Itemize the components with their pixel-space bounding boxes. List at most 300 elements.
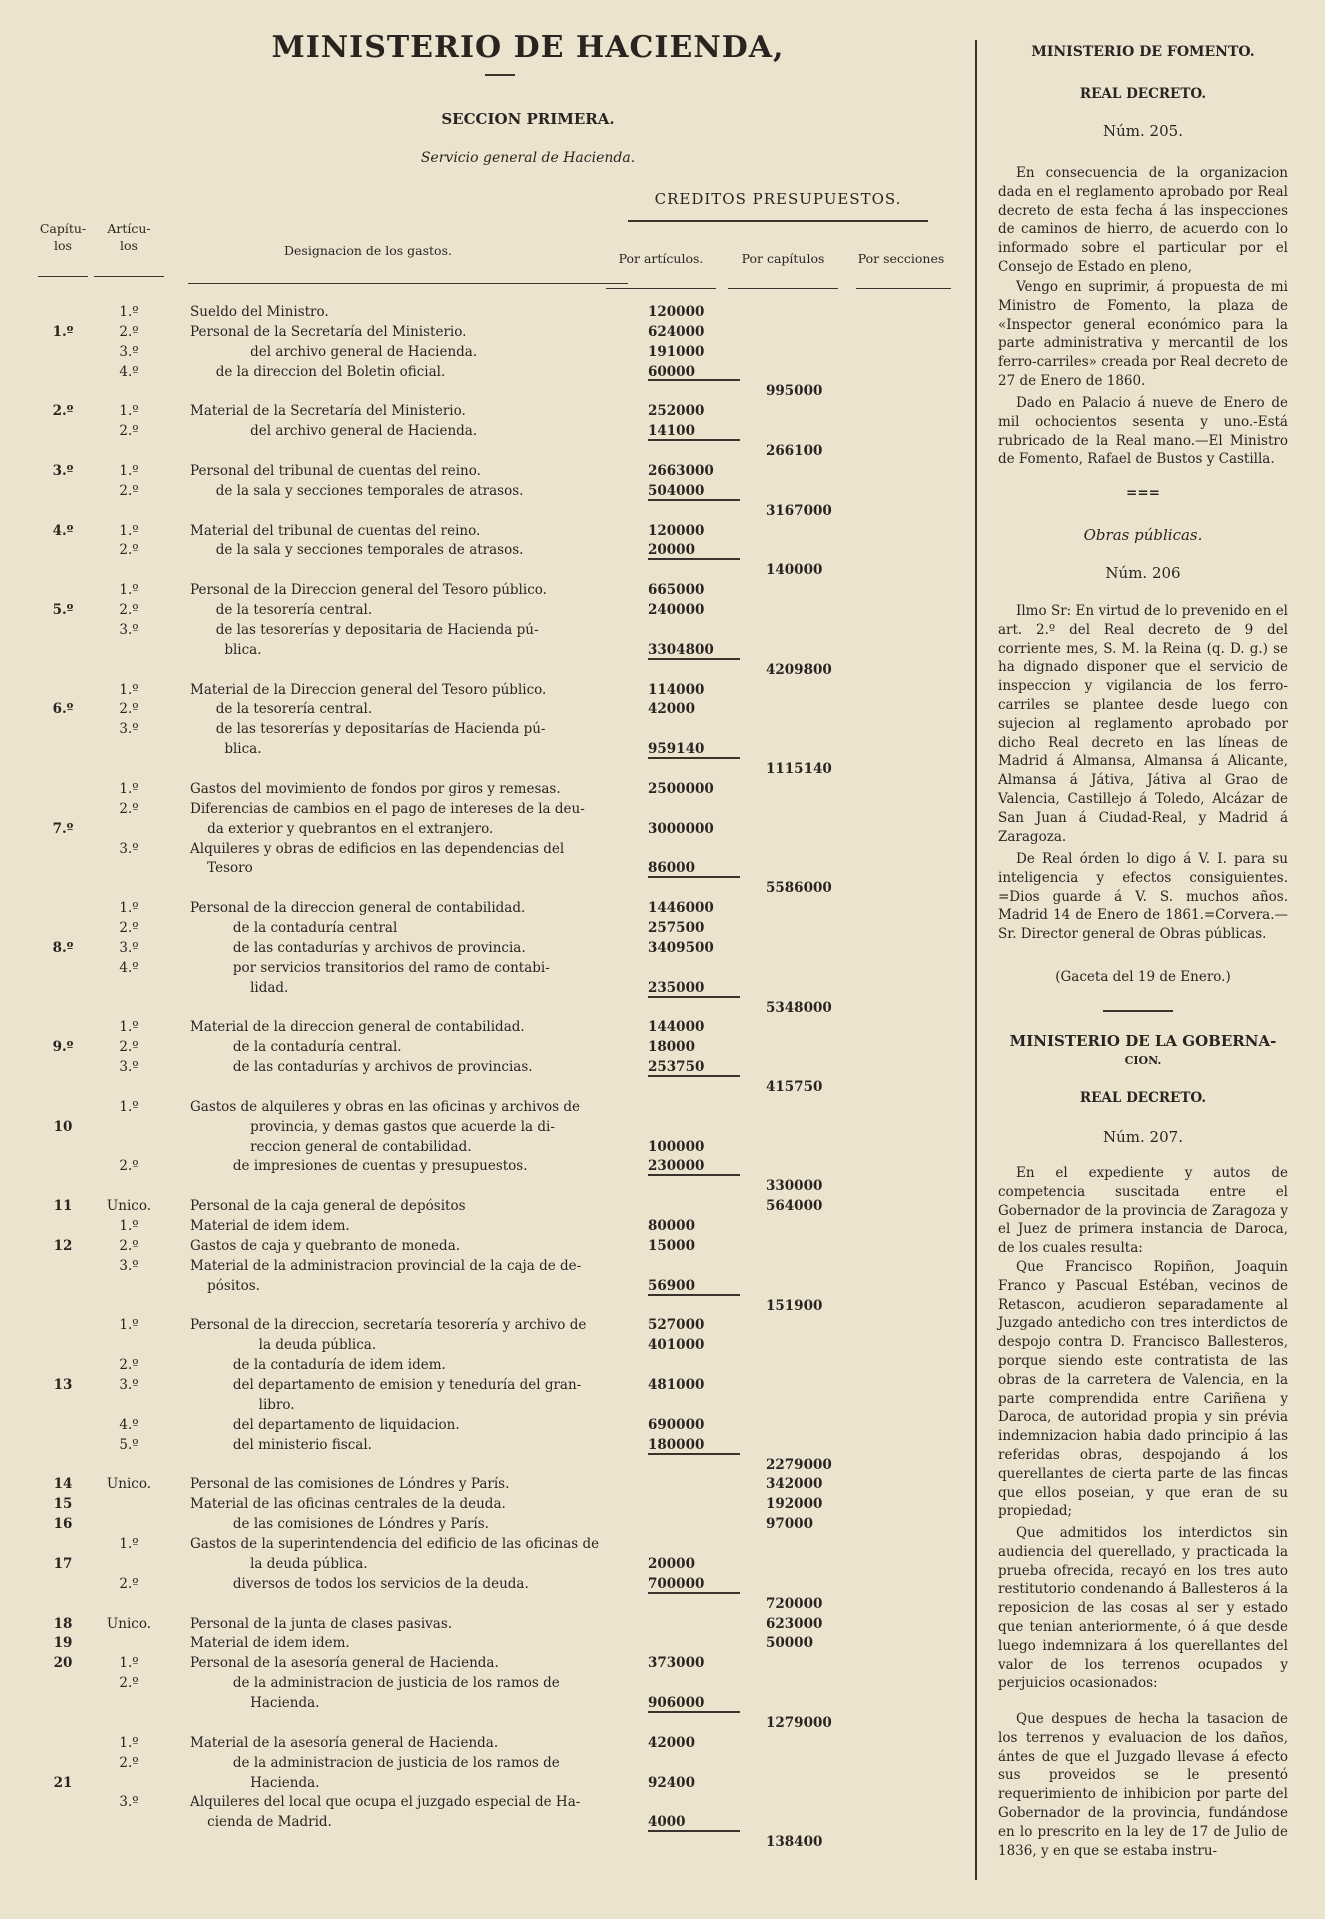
designacion-cell: de las tesorerías y depositaria de Hacienda pú- (190, 621, 539, 638)
designacion-cell: Material de la administracion provincial de la caja de de- (190, 1257, 582, 1274)
table-row (38, 1017, 958, 1037)
designacion-cell: Alquileres y obras de edificios en las dependencias del (190, 840, 565, 857)
por-capitulos-cell: 5586000 (766, 880, 832, 897)
por-articulos-cell: 18000 (648, 1039, 695, 1056)
table-row (38, 1156, 958, 1176)
capitulo-cell: 8.º (52, 939, 74, 956)
por-capitulos-cell: 3167000 (766, 502, 832, 519)
por-articulos-cell: 20000 (648, 542, 695, 559)
subtotal-rule (648, 499, 740, 501)
designacion-cell: Tesoro (190, 860, 253, 877)
articulo-cell: 2.º (119, 920, 139, 937)
capitulo-cell: 19 (53, 1635, 73, 1652)
designacion-cell: de la tesorería central. (190, 602, 373, 619)
por-articulos-cell: 240000 (648, 602, 705, 619)
ministry-title: MINISTERIO DE HACIENDA, (271, 30, 785, 65)
por-articulos-cell: 114000 (648, 681, 705, 698)
por-articulos-cell: 3000000 (648, 820, 714, 837)
designacion-cell: Hacienda. (190, 1774, 320, 1791)
por-capitulos-cell: 4209800 (766, 661, 832, 678)
por-capitulos-cell: 623000 (766, 1615, 823, 1632)
articulo-cell: 3.º (119, 343, 139, 360)
table-row (38, 839, 958, 859)
table-row (38, 918, 958, 938)
separator: === (1126, 485, 1160, 501)
header-por-secciones: Por secciones (857, 251, 945, 266)
table-row (38, 1395, 958, 1415)
articulo-cell: 1.º (119, 1019, 139, 1036)
por-articulos-cell: 401000 (648, 1337, 705, 1354)
header-rule (94, 276, 164, 277)
designacion-cell: de las contadurías y archivos de provincia. (190, 939, 526, 956)
por-articulos-cell: 120000 (648, 522, 705, 539)
table-row (38, 898, 958, 918)
table-row (38, 1574, 958, 1594)
designacion-cell: de la direccion del Boletin oficial. (190, 363, 446, 380)
por-capitulos-cell: 266100 (766, 443, 823, 460)
table-row (38, 401, 958, 421)
articulo-cell: 2.º (119, 482, 139, 499)
articulo-cell: 3.º (119, 840, 139, 857)
table-row (38, 501, 958, 521)
subtotal-rule (648, 1453, 740, 1455)
credits-rule (628, 220, 928, 222)
table-row (38, 858, 958, 878)
table-row (38, 1773, 958, 1793)
articulo-cell: 3.º (119, 1059, 139, 1076)
designacion-cell: Personal del tribunal de cuentas del reino. (190, 462, 481, 479)
header-articulos: Artícu- los (107, 221, 151, 253)
header-rule (856, 288, 951, 289)
obras-publicas-heading: Obras públicas. (1083, 526, 1203, 544)
title-rule (485, 74, 515, 76)
gaceta-citation: (Gaceta del 19 de Enero.) (1055, 969, 1231, 985)
por-articulos-cell: 191000 (648, 343, 705, 360)
por-articulos-cell: 906000 (648, 1695, 705, 1712)
table-row (38, 1117, 958, 1137)
table-row (38, 481, 958, 501)
table-row (38, 660, 958, 680)
designacion-cell: Material de idem idem. (190, 1635, 350, 1652)
por-articulos-cell: 92400 (648, 1774, 695, 1791)
por-articulos-cell: 504000 (648, 482, 705, 499)
table-row (38, 699, 958, 719)
designacion-cell: de impresiones de cuentas y presupuestos. (190, 1158, 528, 1175)
capitulo-cell: 4.º (52, 522, 74, 539)
designacion-cell: blica. (190, 641, 262, 658)
table-row (38, 1693, 958, 1713)
articulo-cell: 1.º (119, 900, 139, 917)
por-articulos-cell: 86000 (648, 860, 695, 877)
articulo-cell: 1.º (119, 582, 139, 599)
table-row (38, 1296, 958, 1316)
designacion-cell: Personal de la direccion, secretaría tesorería y archivo de (190, 1317, 587, 1334)
capitulo-cell: 3.º (52, 462, 74, 479)
real-decreto-heading: REAL DECRETO. (1079, 86, 1207, 102)
capitulo-cell: 12 (53, 1237, 73, 1254)
por-capitulos-cell: 720000 (766, 1595, 823, 1612)
table-row (38, 580, 958, 600)
subtotal-rule (648, 757, 740, 759)
articulo-cell: 1.º (119, 1734, 139, 1751)
subtotal-rule (648, 558, 740, 560)
table-row (38, 1474, 958, 1494)
decree-number: Núm. 207. (1103, 1128, 1183, 1146)
articulo-cell: 3.º (119, 1257, 139, 1274)
table-row (38, 1633, 958, 1653)
table-row (38, 1375, 958, 1395)
por-articulos-cell: 3304800 (648, 641, 714, 658)
gobernacion-heading-cont: CION. (1124, 1054, 1162, 1067)
table-row (38, 739, 958, 759)
capitulo-cell: 1.º (52, 323, 74, 340)
designacion-cell: Material de la Secretaría del Ministerio. (190, 403, 466, 420)
por-articulos-cell: 373000 (648, 1655, 705, 1672)
designacion-cell: Material de idem idem. (190, 1218, 350, 1235)
articulo-cell: 2.º (119, 1158, 139, 1175)
table-row (38, 1753, 958, 1773)
articulo-cell: 3.º (119, 1377, 139, 1394)
designacion-cell: de la tesorería central. (190, 701, 373, 718)
capitulo-cell: 11 (53, 1198, 73, 1215)
designacion-cell: Material de la Direccion general del Tesoro público. (190, 681, 547, 698)
designacion-cell: de la contaduría de idem idem. (190, 1357, 446, 1374)
articulo-cell: 2.º (119, 1039, 139, 1056)
table-row (38, 1534, 958, 1554)
table-row (38, 1037, 958, 1057)
table-row (38, 1614, 958, 1634)
table-row (38, 1494, 958, 1514)
capitulo-cell: 2.º (52, 403, 74, 420)
decree-paragraph: Que despues de hecha la tasacion de los terrenos y evaluacion de los daños, ántes de que el Juzgado llevase á efecto sus proveidos se le presentó requerimiento de inhibicion por parte del Gobernador de la provincia, fundándose en lo prescrito en la ley de 17 de Julio de 1836, y en que se estaba instru- (998, 1711, 1288, 1859)
table-row (38, 1514, 958, 1534)
por-articulos-cell: 100000 (648, 1138, 705, 1155)
articulo-cell: 2.º (119, 1754, 139, 1771)
header-rule (606, 288, 716, 289)
subtotal-rule (648, 1294, 740, 1296)
designacion-cell: de las tesorerías y depositarías de Hacienda pú- (190, 721, 546, 738)
por-capitulos-cell: 415750 (766, 1079, 823, 1095)
capitulo-cell: 17 (53, 1555, 73, 1572)
gobernacion-heading: MINISTERIO DE LA GOBERNA- (1009, 1032, 1277, 1050)
designacion-cell: de la contaduría central. (190, 1039, 402, 1056)
por-articulos-cell: 252000 (648, 403, 705, 420)
por-articulos-cell: 1446000 (648, 900, 714, 917)
por-articulos-cell: 253750 (648, 1059, 705, 1076)
por-articulos-cell: 120000 (648, 304, 705, 320)
por-articulos-cell: 959140 (648, 741, 705, 758)
articulo-cell: 3.º (119, 621, 139, 638)
por-capitulos-cell: 50000 (766, 1635, 813, 1652)
articulo-cell: 1.º (119, 681, 139, 698)
por-capitulos-cell: 151900 (766, 1297, 823, 1314)
por-articulos-cell: 60000 (648, 363, 695, 380)
decree-paragraph: Vengo en suprimir, á propuesta de mi Ministro de Fomento, la plaza de «Inspector general económico para la parte administrativa y mercantil de los ferro-carriles» creada por Real decreto de 27 de Enero de 1860. (998, 279, 1288, 389)
header-por-capitulos: Por capítulos (741, 251, 825, 266)
capitulo-cell: 14 (53, 1476, 73, 1493)
por-capitulos-cell: 1115140 (766, 761, 832, 778)
table-row (38, 978, 958, 998)
hacienda-section (38, 30, 958, 1910)
designacion-cell: lidad. (190, 979, 289, 996)
table-row (38, 1455, 958, 1475)
designacion-cell: Material de las oficinas centrales de la deuda. (190, 1496, 506, 1513)
table-row (38, 461, 958, 481)
articulo-cell: 4.º (119, 959, 139, 976)
articulo-cell: 2.º (119, 701, 139, 718)
designacion-cell: cienda de Madrid. (190, 1814, 332, 1831)
table-row (38, 600, 958, 620)
header-rule (38, 276, 88, 277)
table-row (38, 1673, 958, 1693)
designacion-cell: Diferencias de cambios en el pago de intereses de la deu- (190, 800, 585, 817)
designacion-cell: provincia, y demas gastos que acuerde la di- (190, 1118, 555, 1135)
designacion-cell: Gastos de la superintendencia del edificio de las oficinas de (190, 1536, 600, 1553)
por-capitulos-cell: 995000 (766, 383, 823, 400)
articulo-cell: 2.º (119, 423, 139, 440)
por-articulos-cell: 3409500 (648, 939, 714, 956)
designacion-cell: Personal de la asesoría general de Hacienda. (190, 1655, 499, 1672)
table-row (38, 1792, 958, 1812)
table-row (38, 1832, 958, 1852)
subtotal-rule (648, 1711, 740, 1713)
table-row (38, 1097, 958, 1117)
designacion-cell: de las contadurías y archivos de provincias. (190, 1059, 533, 1076)
designacion-cell: diversos de todos los servicios de la deuda. (190, 1575, 529, 1592)
table-row (38, 759, 958, 779)
capitulo-cell: 6.º (52, 701, 74, 718)
header-rule (188, 283, 628, 284)
designacion-cell: Personal de la junta de clases pasivas. (190, 1615, 453, 1632)
capitulo-cell: 21 (53, 1774, 73, 1791)
table-row (38, 1176, 958, 1196)
capitulo-cell: 9.º (52, 1039, 74, 1056)
designacion-cell: del archivo general de Hacienda. (190, 423, 478, 440)
decree-number: Núm. 205. (1103, 122, 1183, 140)
table-row (38, 1256, 958, 1276)
capitulo-cell: 10 (53, 1118, 73, 1135)
por-articulos-cell: 230000 (648, 1158, 705, 1175)
por-articulos-cell: 180000 (648, 1436, 705, 1453)
por-capitulos-cell: 192000 (766, 1496, 823, 1513)
table-row (38, 302, 958, 322)
por-capitulos-cell: 5348000 (766, 999, 832, 1016)
designacion-cell: Material de la direccion general de contabilidad. (190, 1019, 525, 1036)
table-row (38, 1137, 958, 1157)
subtotal-rule (648, 658, 740, 660)
por-capitulos-cell: 138400 (766, 1834, 823, 1851)
designacion-cell: Gastos del movimiento de fondos por giros y remesas. (190, 780, 561, 797)
designacion-cell: Gastos de caja y quebranto de moneda. (190, 1237, 461, 1254)
por-articulos-cell: 42000 (648, 1734, 695, 1751)
designacion-cell: de la contaduría central (190, 920, 398, 937)
table-row (38, 819, 958, 839)
table-row (38, 381, 958, 401)
header-rule (728, 288, 838, 289)
articulo-cell: 2.º (119, 1237, 139, 1254)
designacion-cell: Personal de la caja general de depósitos (190, 1198, 466, 1215)
por-articulos-cell: 80000 (648, 1218, 695, 1235)
designacion-cell: del ministerio fiscal. (190, 1436, 372, 1453)
articulo-cell: Unico. (106, 1476, 152, 1493)
table-row (38, 1733, 958, 1753)
table-row (38, 680, 958, 700)
articulo-cell: 5.º (119, 1436, 139, 1453)
por-articulos-cell: 144000 (648, 1019, 705, 1036)
credits-heading: CREDITOS PRESUPUESTOS. (654, 190, 902, 208)
designacion-cell: Personal de la direccion general de contabilidad. (190, 900, 526, 917)
subtotal-rule (648, 996, 740, 998)
articulo-cell: 1.º (119, 1655, 139, 1672)
articulo-cell: 4.º (119, 363, 139, 380)
header-por-articulos: Por artículos. (618, 251, 704, 266)
table-row (38, 1196, 958, 1216)
articulo-cell: 2.º (119, 602, 139, 619)
articulo-cell: 3.º (119, 1794, 139, 1811)
articulo-cell: 1.º (119, 304, 139, 320)
table-row (38, 1216, 958, 1236)
designacion-cell: Personal de la Secretaría del Ministerio. (190, 323, 467, 340)
fomento-gobernacion-column (998, 40, 1288, 1900)
capitulo-cell: 5.º (52, 602, 74, 619)
articulo-cell: 2.º (119, 323, 139, 340)
designacion-cell: de la sala y secciones temporales de atrasos. (190, 482, 524, 499)
por-articulos-cell: 42000 (648, 701, 695, 718)
table-row (38, 1057, 958, 1077)
designacion-cell: del archivo general de Hacienda. (190, 343, 478, 360)
subtotal-rule (648, 1075, 740, 1077)
table-row (38, 779, 958, 799)
decree-paragraph: Que admitidos los interdictos sin audiencia del querellado, y practicada la prueba ofrecida, recayó en los tres auto restitutorio condenando á Ballesteros á la reposicion de las cosas al ser y estado que tenian anteriormente, ó á que desde luego indemnizara á los querellantes del valor de los terrenos ocupados y perjuicios ocasionados: (998, 1525, 1288, 1692)
designacion-cell: Material del tribunal de cuentas del reino. (190, 522, 481, 539)
table-row (38, 362, 958, 382)
designacion-cell: del departamento de liquidacion. (190, 1416, 460, 1433)
table-row (38, 521, 958, 541)
decree-paragraph: Que Francisco Ropiñon, Joaquin Franco y Pascual Estéban, vecinos de Retascon, acudieron separadamente al Juzgado antedicho con tres interdictos de despojo contra D. Francisco Ballesteros, porque siendo este contratista de las obras de la carretera de Valencia, en la parte comprendida entre Cariñena y Daroca, de autoridad propia y sin prévia indemnizacion habia dado principio á las referidas obras, despojando á los querellantes de cierta parte de las fincas que ellos poseian, y que eran de su propiedad; (998, 1259, 1288, 1520)
designacion-cell: da exterior y quebrantos en el extranjero. (190, 820, 494, 837)
table-row (38, 322, 958, 342)
fomento-heading: MINISTERIO DE FOMENTO. (1031, 44, 1255, 60)
designacion-cell: libro. (190, 1396, 295, 1413)
designacion-cell: de la administracion de justicia de los ramos de (190, 1675, 560, 1692)
designacion-cell: blica. (190, 741, 262, 758)
por-articulos-cell: 481000 (648, 1377, 705, 1394)
table-row (38, 1713, 958, 1733)
table-row (38, 998, 958, 1018)
table-row (38, 1276, 958, 1296)
table-row (38, 878, 958, 898)
table-row (38, 1812, 958, 1832)
por-capitulos-cell: 564000 (766, 1198, 823, 1215)
decree-paragraph: En consecuencia de la organizacion dada en el reglamento aprobado por Real decreto de esta fecha á las inspecciones de caminos de hierro, de acuerdo con lo informado sobre el particular por el Consejo de Estado en pleno, (998, 165, 1288, 275)
designacion-cell: Personal de la Direccion general del Tesoro público. (190, 582, 547, 599)
designacion-cell: de la sala y secciones temporales de atrasos. (190, 542, 524, 559)
articulo-cell: 1.º (119, 1098, 139, 1115)
articulo-cell: 2.º (119, 1575, 139, 1592)
por-articulos-cell: 665000 (648, 582, 705, 599)
table-row (38, 1236, 958, 1256)
header-capitulos: Capítu- los (39, 221, 87, 253)
designacion-cell: del departamento de emision y teneduría del gran- (190, 1377, 582, 1394)
table-row (38, 620, 958, 640)
designacion-cell: Personal de las comisiones de Lóndres y París. (190, 1476, 510, 1493)
por-articulos-cell: 15000 (648, 1237, 695, 1254)
articulo-cell: 1.º (119, 462, 139, 479)
capitulo-cell: 7.º (52, 820, 74, 837)
subtotal-rule (648, 379, 740, 381)
service-heading: Servicio general de Hacienda. (420, 150, 636, 166)
subtotal-rule (648, 439, 740, 441)
subtotal-rule (648, 1174, 740, 1176)
capitulo-cell: 15 (53, 1496, 73, 1513)
articulo-cell: 1.º (119, 1536, 139, 1553)
order-paragraph: De Real órden lo digo á V. I. para su inteligencia y efectos consiguientes. =Dios guarde á V. S. muchos años. Madrid 14 de Enero de 1861.=Corvera.—Sr. Director general de Obras públicas. (998, 851, 1288, 943)
table-row (38, 938, 958, 958)
capitulo-cell: 16 (53, 1516, 73, 1533)
subtotal-rule (648, 876, 740, 878)
designacion-cell: por servicios transitorios del ramo de contabi- (190, 959, 550, 976)
designacion-cell: reccion general de contabilidad. (190, 1138, 472, 1155)
table-row (38, 342, 958, 362)
real-decreto-heading: REAL DECRETO. (1079, 1090, 1207, 1106)
por-capitulos-cell: 140000 (766, 562, 823, 579)
articulo-cell: 1.º (119, 403, 139, 420)
por-articulos-cell: 690000 (648, 1416, 705, 1433)
por-articulos-cell: 2500000 (648, 780, 714, 797)
articulo-cell: 3.º (119, 721, 139, 738)
designacion-cell: la deuda pública. (190, 1555, 368, 1572)
por-capitulos-cell: 97000 (766, 1516, 813, 1533)
designacion-cell: de la administracion de justicia de los ramos de (190, 1754, 560, 1771)
designacion-cell: de las comisiones de Lóndres y París. (190, 1516, 489, 1533)
decree-paragraph: Dado en Palacio á nueve de Enero de mil ochocientos sesenta y uno.-Está rubricado de la Real mano.—El Ministro de Fomento, Rafael de Bustos y Castilla. (998, 395, 1288, 468)
articulo-cell: 2.º (119, 542, 139, 559)
section-rule (1103, 1010, 1173, 1012)
capitulo-cell: 20 (53, 1655, 73, 1672)
por-articulos-cell: 14100 (648, 423, 695, 440)
table-row (38, 1435, 958, 1455)
designacion-cell: la deuda pública. (190, 1337, 377, 1354)
table-row (38, 1415, 958, 1435)
table-row (38, 958, 958, 978)
articulo-cell: 4.º (119, 1416, 139, 1433)
table-row (38, 719, 958, 739)
articulo-cell: 1.º (119, 780, 139, 797)
table-row (38, 441, 958, 461)
table-row (38, 1355, 958, 1375)
section-heading: SECCION PRIMERA. (441, 110, 615, 128)
designacion-cell: Hacienda. (190, 1695, 320, 1712)
articulo-cell: 2.º (119, 1675, 139, 1692)
table-row (38, 1594, 958, 1614)
table-row (38, 1554, 958, 1574)
subtotal-rule (648, 1592, 740, 1594)
table-row (38, 640, 958, 660)
por-capitulos-cell: 2279000 (766, 1456, 832, 1473)
table-row (38, 421, 958, 441)
articulo-cell: 2.º (119, 800, 139, 817)
por-articulos-cell: 257500 (648, 920, 705, 937)
articulo-cell: 1.º (119, 522, 139, 539)
articulo-cell: 3.º (119, 939, 139, 956)
por-articulos-cell: 20000 (648, 1555, 695, 1572)
capitulo-cell: 13 (53, 1377, 73, 1394)
designacion-cell: Alquileres del local que ocupa el juzgado especial de Ha- (190, 1794, 581, 1811)
capitulo-cell: 18 (53, 1615, 73, 1632)
por-articulos-cell: 2663000 (648, 462, 714, 479)
por-articulos-cell: 4000 (648, 1814, 686, 1831)
designacion-cell: pósitos. (190, 1277, 260, 1294)
